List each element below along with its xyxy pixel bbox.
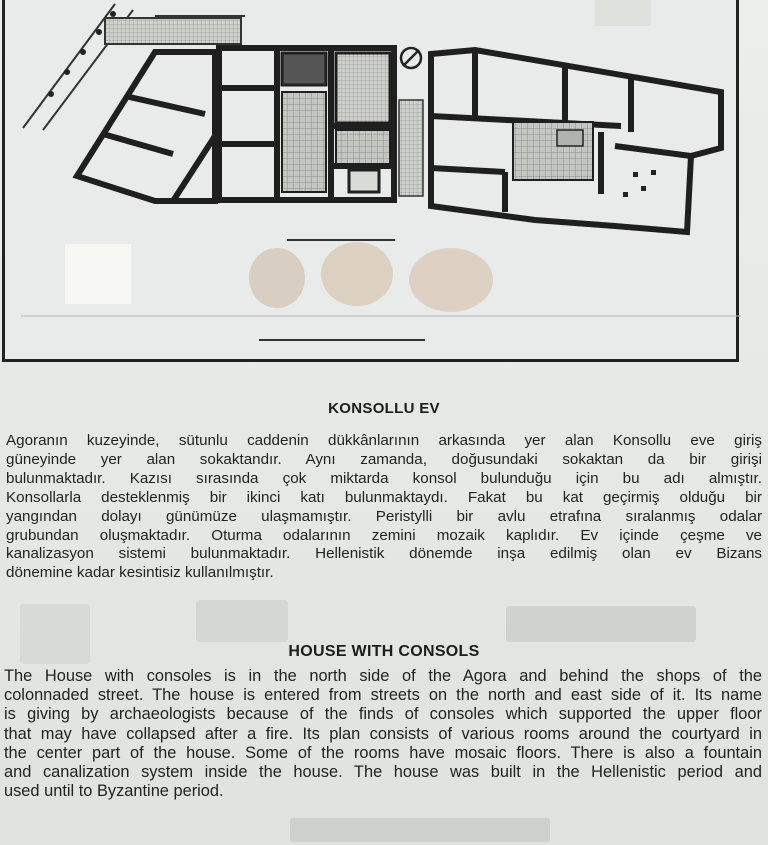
english-line: colonnaded street. The house is entered from streets on the north and east side of it. Its name	[4, 686, 762, 705]
turkish-title: KONSOLLU EV	[328, 400, 440, 417]
west-rooms	[77, 52, 215, 201]
turkish-line: yangından dolayı günümüze ulaşmamıştır. Peristylli bir avlu etrafına sıralanmış odalar	[6, 507, 762, 525]
english-line: that may have collapsed after a fire. Its plan consists of various rooms around the courtyard in	[4, 724, 762, 743]
english-line: is giving by archaeologists because of the finds of consoles which supported the upper floor	[4, 705, 762, 724]
english-title: HOUSE WITH CONSOLS	[288, 643, 480, 660]
worn-patch	[196, 600, 288, 642]
english-line: used until to Byzantine period.	[4, 782, 224, 801]
worn-patch	[290, 818, 550, 842]
turkish-line: güneyinde yer alan sokaktandır. Aynı zamanda, doğusundaki sokaktan da bir girişi	[6, 450, 762, 468]
english-line: the center part of the house. Some of the rooms have mosaic floors. There is also a fountain	[4, 743, 762, 762]
floor-plan-drawing	[5, 0, 742, 362]
turkish-line: dönemine kadar kesintisiz kullanılmıştır.	[6, 564, 274, 582]
turkish-description	[6, 432, 762, 583]
worn-patch	[506, 606, 696, 642]
turkish-line: kanalizasyon sistemi bulunmaktadır. Hellenistik dönemde inşa edilmiş olan ev Bizans	[6, 545, 762, 563]
english-description	[4, 667, 762, 801]
turkish-line: bulunmaktadır. Kazısı sırasında çok miktarda konsol bulunduğu için bu adı almıştır.	[6, 469, 762, 487]
turkish-line: Konsollarla desteklenmiş bir ikinci katı bulunmaktaydı. Fakat bu kat geçirmiş olduğu bir	[6, 488, 762, 506]
english-line: and canalization system inside the house. The house was built in the Hellenistic period and	[4, 763, 762, 782]
turkish-line: grubundan oluşmaktadır. Oturma odalarının zemini mozaik kaplıdır. Ev içinde çeşme ve	[6, 526, 762, 544]
turkish-line: Agoranın kuzeyinde, sütunlu caddenin dükkânlarının arkasında yer alan Konsollu eve giriş	[6, 432, 762, 449]
floor-plan	[2, 0, 739, 362]
english-line: The House with consoles is in the north side of the Agora and behind the shops of the	[4, 667, 762, 685]
